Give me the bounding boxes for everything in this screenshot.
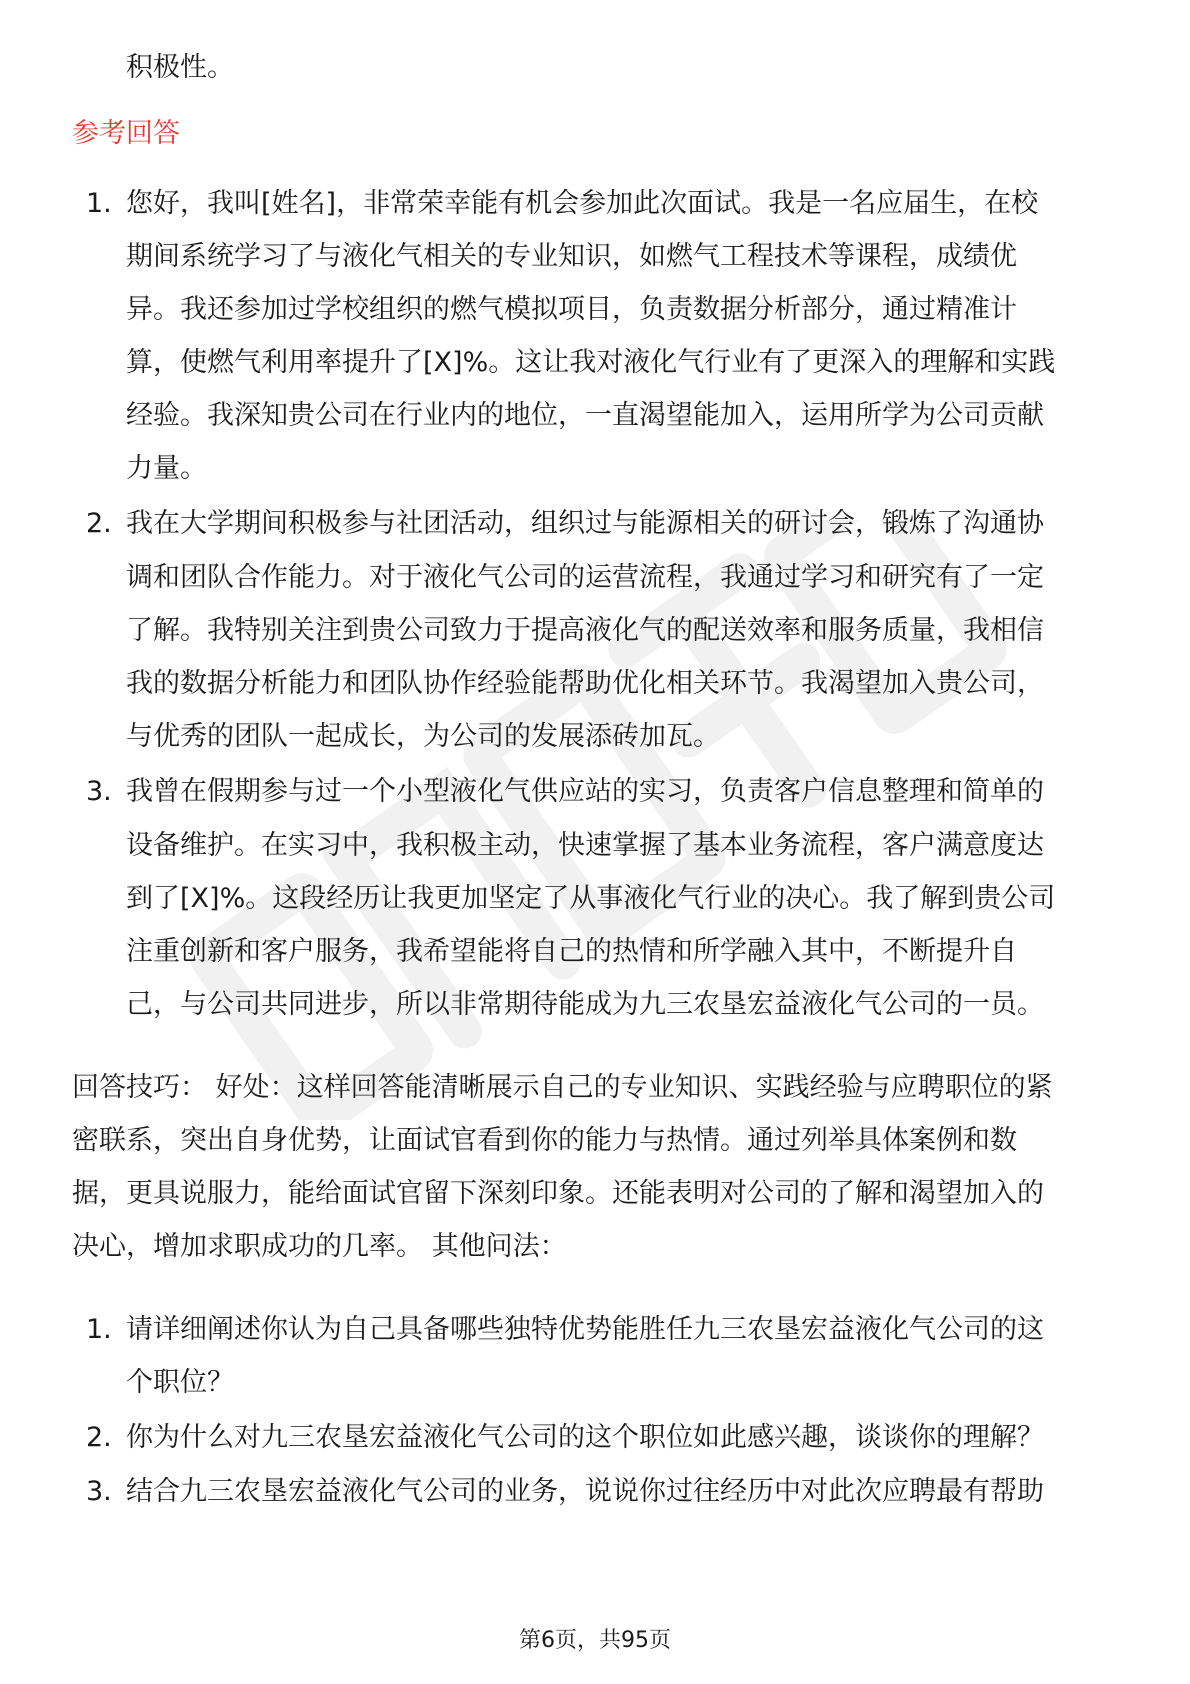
question-line: 结合九三农垦宏益液化气公司的业务，说说你过往经历中对此次应聘最有帮助 <box>126 1476 1044 1507</box>
answer-line: 调和团队合作能力。对于液化气公司的运营流程，我通过学习和研究有了一定 <box>126 562 1044 593</box>
tips-line: 决心，增加求职成功的几率。 其他问法： <box>72 1231 567 1262</box>
list-number: 1. <box>86 1314 112 1345</box>
answer-line: 我曾在假期参与过一个小型液化气供应站的实习，负责客户信息整理和简单的 <box>126 776 1044 807</box>
watermark-icon <box>160 520 1060 1120</box>
answer-line: 到了[X]%。这段经历让我更加坚定了从事液化气行业的决心。我了解到贵公司 <box>126 883 1056 914</box>
question-line: 个职位？ <box>126 1367 234 1398</box>
question-line: 请详细阐述你认为自己具备哪些独特优势能胜任九三农垦宏益液化气公司的这 <box>126 1314 1044 1345</box>
answer-line: 算，使燃气利用率提升了[X]%。这让我对液化气行业有了更深入的理解和实践 <box>126 347 1056 378</box>
answer-line: 我的数据分析能力和团队协作经验能帮助优化相关环节。我渴望加入贵公司， <box>126 668 1044 699</box>
tips-line: 据，更具说服力，能给面试官留下深刻印象。还能表明对公司的了解和渴望加入的 <box>72 1178 1044 1209</box>
list-number: 3. <box>86 1476 112 1507</box>
list-number: 1. <box>86 188 112 219</box>
list-number: 2. <box>86 508 112 539</box>
list-number: 3. <box>86 776 112 807</box>
page-footer: 第6页，共95页 <box>519 1628 671 1653</box>
question-line: 你为什么对九三农垦宏益液化气公司的这个职位如此感兴趣，谈谈你的理解？ <box>126 1422 1044 1453</box>
list-number: 2. <box>86 1422 112 1453</box>
tips-line: 密联系，突出自身优势，让面试官看到你的能力与热情。通过列举具体案例和数 <box>72 1125 1017 1156</box>
answer-line: 设备维护。在实习中，我积极主动，快速掌握了基本业务流程，客户满意度达 <box>126 830 1044 861</box>
answer-line: 己，与公司共同进步，所以非常期待能成为九三农垦宏益液化气公司的一员。 <box>126 989 1044 1020</box>
answer-line: 异。我还参加过学校组织的燃气模拟项目，负责数据分析部分，通过精准计 <box>126 294 1017 325</box>
answer-line: 力量。 <box>126 453 207 484</box>
tips-line: 回答技巧： 好处：这样回答能清晰展示自己的专业知识、实践经验与应聘职位的紧 <box>72 1072 1053 1103</box>
answer-line: 期间系统学习了与液化气相关的专业知识，如燃气工程技术等课程，成绩优 <box>126 241 1017 272</box>
answer-line: 注重创新和客户服务，我希望能将自己的热情和所学融入其中，不断提升自 <box>126 936 1017 967</box>
answer-line: 了解。我特别关注到贵公司致力于提高液化气的配送效率和服务质量，我相信 <box>126 615 1044 646</box>
section-heading: 参考回答 <box>72 118 180 149</box>
continuation-text: 积极性。 <box>126 52 234 83</box>
answer-line: 经验。我深知贵公司在行业内的地位，一直渴望能加入，运用所学为公司贡献 <box>126 400 1044 431</box>
answer-line: 您好，我叫[姓名]，非常荣幸能有机会参加此次面试。我是一名应届生，在校 <box>126 188 1039 219</box>
answer-line: 与优秀的团队一起成长，为公司的发展添砖加瓦。 <box>126 721 720 752</box>
answer-line: 我在大学期间积极参与社团活动，组织过与能源相关的研讨会，锻炼了沟通协 <box>126 508 1044 539</box>
